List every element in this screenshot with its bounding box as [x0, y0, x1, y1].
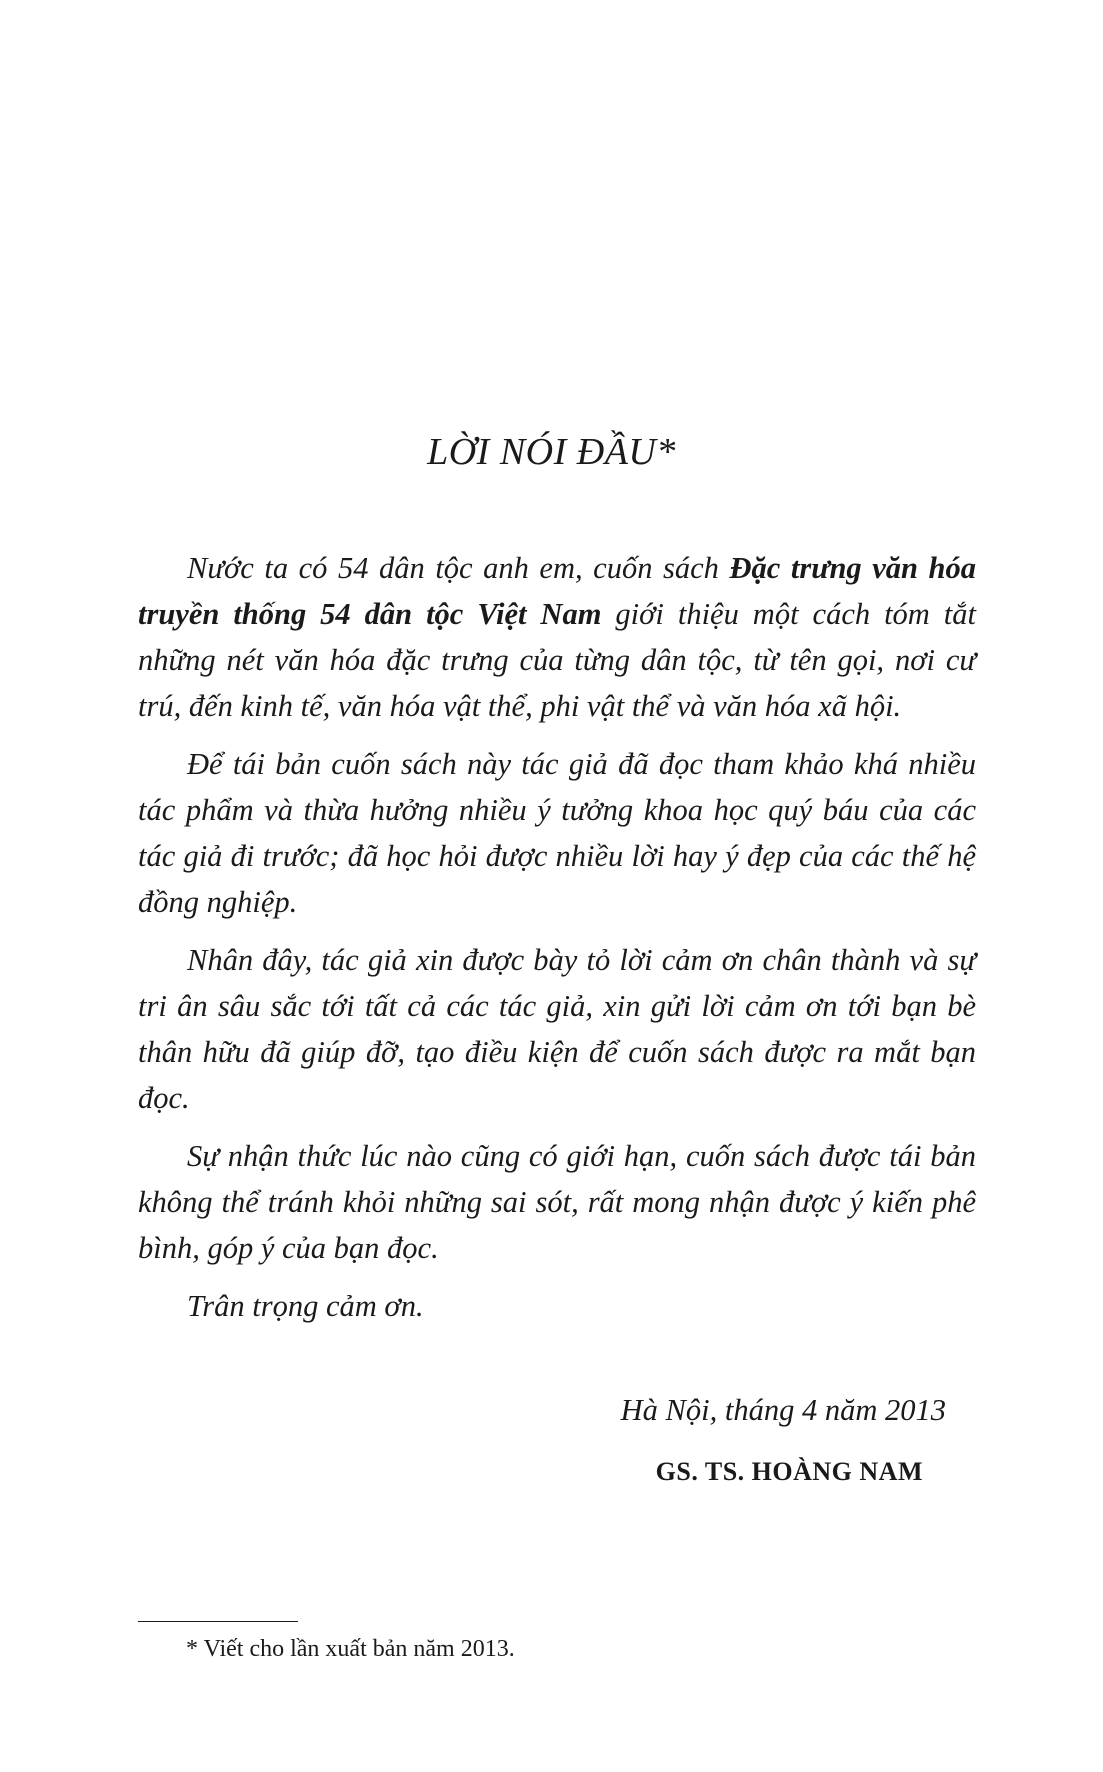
book-title: Đặc trưng văn hóa truyền thống 54 dân tộc Việt Nam: [138, 551, 976, 631]
signoff-date: Hà Nội, tháng 4 năm 2013: [620, 1393, 946, 1427]
signoff-author: GS. TS. HOÀNG NAM: [655, 1457, 923, 1486]
footnote: * Viết cho lần xuất bản năm 2013.: [186, 1636, 515, 1662]
paragraph-1: [138, 545, 976, 729]
preface-body: [138, 545, 976, 1341]
paragraph-2: Để tái bản cuốn sách này tác giả đã đọc tham khảo khá nhiều tác phẩm và thừa hưởng nhiều ý tưởng khoa học quý báu của các tác giả đi trước; đã học hỏi được nhiều lời hay ý đẹp của các thế hệ đồng nghiệp.: [138, 747, 976, 919]
footnote-divider: [138, 1621, 298, 1622]
page-title: LỜI NÓI ĐẦU*: [427, 431, 676, 473]
paragraph-5: Trân trọng cảm ơn.: [187, 1289, 424, 1323]
paragraph-3: Nhân đây, tác giả xin được bày tỏ lời cảm ơn chân thành và sự tri ân sâu sắc tới tất cả các tác giả, xin gửi lời cảm ơn tới bạn bè thân hữu đã giúp đỡ, tạo điều kiện để cuốn sách được ra mắt bạn đọc.: [138, 943, 976, 1115]
paragraph-1-rest: giới thiệu một cách tóm tắt những nét văn hóa đặc trưng của từng dân tộc, từ tên gọi, nơi cư trú, đến kinh tế, văn hóa vật thể, phi vật thể và văn hóa xã hội.: [138, 597, 976, 723]
paragraph-1-intro: Nước ta có 54 dân tộc anh em, cuốn sách: [187, 551, 730, 585]
paragraph-4: Sự nhận thức lúc nào cũng có giới hạn, cuốn sách được tái bản không thể tránh khỏi những sai sót, rất mong nhận được ý kiến phê bình, góp ý của bạn đọc.: [138, 1139, 976, 1265]
